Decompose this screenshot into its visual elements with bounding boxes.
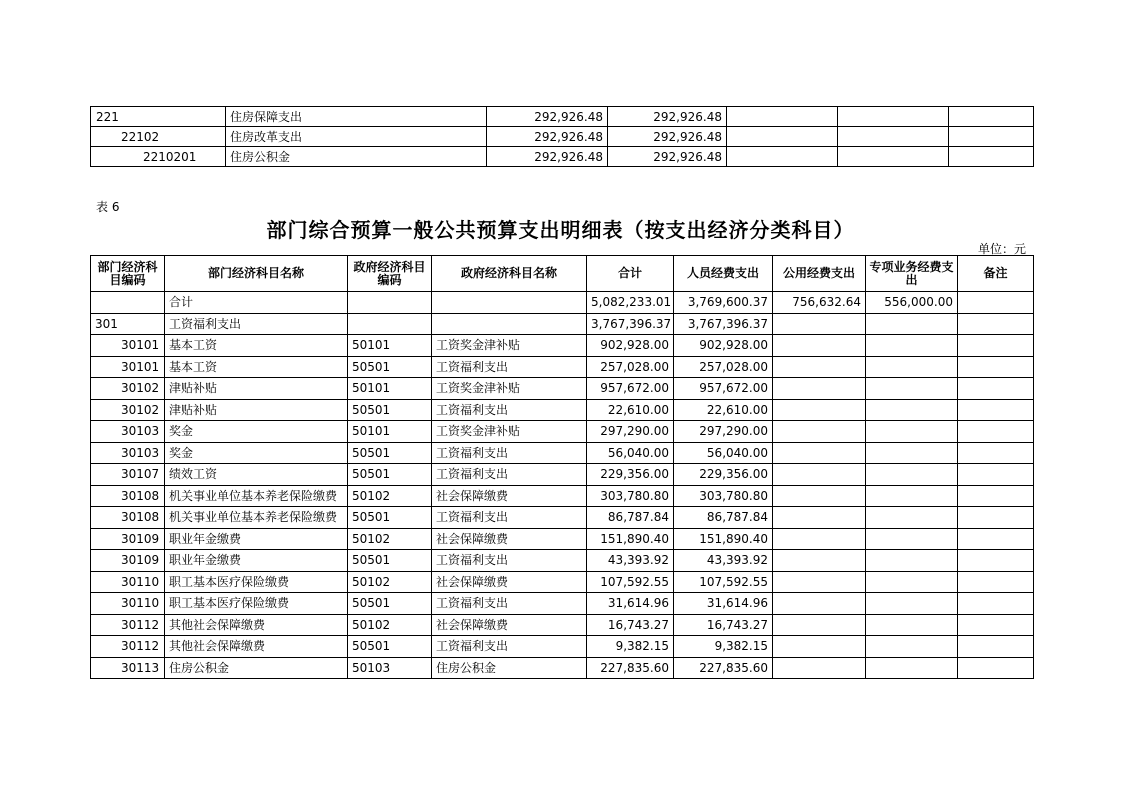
cell-name: 住房公积金 [226, 147, 487, 167]
page-title: 部门综合预算一般公共预算支出明细表（按支出经济分类科目） [266, 218, 855, 242]
cell-total: 5,082,233.01 [587, 292, 674, 314]
cell-special [866, 528, 958, 550]
cell-public [773, 378, 866, 400]
cell-gov-name: 住房公积金 [432, 657, 587, 679]
cell-total: 297,290.00 [587, 421, 674, 443]
table-row [91, 292, 1034, 314]
cell-gov-name: 工资福利支出 [432, 636, 587, 658]
cell-special [866, 399, 958, 421]
cell-personnel: 957,672.00 [674, 378, 773, 400]
cell-name: 住房改革支出 [226, 127, 487, 147]
cell-total: 957,672.00 [587, 378, 674, 400]
cell-total: 3,767,396.37 [587, 313, 674, 335]
cell-dept-name: 职工基本医疗保险缴费 [165, 593, 348, 615]
cell-gov-code: 50501 [348, 636, 432, 658]
cell-dept-name: 合计 [165, 292, 348, 314]
cell-note [958, 550, 1034, 572]
cell-dept-name: 津贴补贴 [165, 378, 348, 400]
cell-special [866, 571, 958, 593]
cell-note [958, 528, 1034, 550]
table-row [91, 421, 1034, 443]
cell-note [958, 378, 1034, 400]
cell-personnel: 43,393.92 [674, 550, 773, 572]
cell-gov-name: 工资福利支出 [432, 507, 587, 529]
table-header-row [91, 256, 1034, 292]
cell-gov-code: 50501 [348, 399, 432, 421]
cell-personnel: 107,592.55 [674, 571, 773, 593]
cell-dept-name: 其他社会保障缴费 [165, 614, 348, 636]
cell-note [949, 147, 1034, 167]
cell-public [773, 399, 866, 421]
cell-note [958, 292, 1034, 314]
cell-dept-name: 其他社会保障缴费 [165, 636, 348, 658]
cell-dept-code: 30113 [91, 657, 165, 679]
cell-dept-name: 机关事业单位基本养老保险缴费 [165, 485, 348, 507]
table-row [91, 147, 1034, 167]
cell-dept-code: 30103 [91, 421, 165, 443]
cell-note [958, 593, 1034, 615]
cell-public [773, 421, 866, 443]
cell-gov-code [348, 292, 432, 314]
cell-note [958, 485, 1034, 507]
cell-gov-name: 工资福利支出 [432, 399, 587, 421]
cell-note [958, 335, 1034, 357]
unit-label: 单位：元 [978, 242, 1027, 256]
cell-note [958, 571, 1034, 593]
cell-dept-name: 奖金 [165, 421, 348, 443]
cell-special [866, 313, 958, 335]
header-gov-code: 政府经济科目编码 [348, 256, 432, 292]
cell-special [838, 147, 949, 167]
cell-dept-code: 30108 [91, 507, 165, 529]
cell-public [773, 614, 866, 636]
cell-personnel: 151,890.40 [674, 528, 773, 550]
cell-special [866, 464, 958, 486]
table-row [91, 528, 1034, 550]
cell-dept-code: 30102 [91, 399, 165, 421]
cell-personnel: 229,356.00 [674, 464, 773, 486]
cell-public [773, 636, 866, 658]
cell-special [866, 550, 958, 572]
cell-total: 227,835.60 [587, 657, 674, 679]
cell-personnel: 16,743.27 [674, 614, 773, 636]
cell-dept-name: 机关事业单位基本养老保险缴费 [165, 507, 348, 529]
table-row [91, 657, 1034, 679]
cell-gov-code [348, 313, 432, 335]
cell-total: 31,614.96 [587, 593, 674, 615]
cell-gov-code: 50102 [348, 614, 432, 636]
top-continuation-table [90, 106, 1034, 167]
cell-dept-code: 30109 [91, 550, 165, 572]
table-row [91, 378, 1034, 400]
table-row [91, 442, 1034, 464]
cell-personnel: 22,610.00 [674, 399, 773, 421]
table-number-label: 表 6 [96, 200, 120, 214]
cell-total: 107,592.55 [587, 571, 674, 593]
cell-note [958, 464, 1034, 486]
cell-special [866, 442, 958, 464]
cell-public [773, 571, 866, 593]
cell-name: 住房保障支出 [226, 107, 487, 127]
cell-dept-name: 住房公积金 [165, 657, 348, 679]
cell-dept-code: 301 [91, 313, 165, 335]
cell-total: 229,356.00 [587, 464, 674, 486]
table-row [91, 107, 1034, 127]
table-row [91, 464, 1034, 486]
cell-personnel: 56,040.00 [674, 442, 773, 464]
cell-special [866, 636, 958, 658]
cell-gov-code: 50101 [348, 335, 432, 357]
cell-gov-code: 50102 [348, 571, 432, 593]
cell-gov-name: 工资福利支出 [432, 356, 587, 378]
cell-dept-code: 30112 [91, 636, 165, 658]
cell-note [949, 127, 1034, 147]
cell-dept-name: 津贴补贴 [165, 399, 348, 421]
cell-special [866, 335, 958, 357]
cell-gov-code: 50501 [348, 464, 432, 486]
table-row [91, 335, 1034, 357]
table-row [91, 127, 1034, 147]
cell-code: 221 [91, 107, 226, 127]
cell-public [727, 127, 838, 147]
cell-special [866, 356, 958, 378]
header-public: 公用经费支出 [773, 256, 866, 292]
cell-gov-code: 50103 [348, 657, 432, 679]
cell-note [949, 107, 1034, 127]
cell-gov-name: 工资福利支出 [432, 442, 587, 464]
cell-public [773, 485, 866, 507]
table-row [91, 550, 1034, 572]
cell-total: 86,787.84 [587, 507, 674, 529]
cell-special [838, 127, 949, 147]
cell-gov-code: 50501 [348, 550, 432, 572]
cell-note [958, 313, 1034, 335]
cell-personnel: 257,028.00 [674, 356, 773, 378]
cell-gov-code: 50102 [348, 485, 432, 507]
cell-public [773, 335, 866, 357]
cell-total: 151,890.40 [587, 528, 674, 550]
cell-code: 22102 [91, 127, 226, 147]
table-row [91, 614, 1034, 636]
header-special: 专项业务经费支出 [866, 256, 958, 292]
cell-public [773, 593, 866, 615]
cell-total: 292,926.48 [487, 147, 608, 167]
cell-special [866, 378, 958, 400]
cell-special [866, 657, 958, 679]
cell-total: 292,926.48 [487, 127, 608, 147]
cell-total: 56,040.00 [587, 442, 674, 464]
cell-total: 292,926.48 [487, 107, 608, 127]
header-personnel: 人员经费支出 [674, 256, 773, 292]
cell-gov-name: 工资奖金津补贴 [432, 378, 587, 400]
cell-note [958, 507, 1034, 529]
cell-personnel: 902,928.00 [674, 335, 773, 357]
table-row [91, 636, 1034, 658]
table-row [91, 313, 1034, 335]
header-gov-name: 政府经济科目名称 [432, 256, 587, 292]
cell-gov-name: 工资奖金津补贴 [432, 335, 587, 357]
cell-dept-name: 绩效工资 [165, 464, 348, 486]
cell-personnel: 3,769,600.37 [674, 292, 773, 314]
cell-note [958, 442, 1034, 464]
header-dept-code: 部门经济科目编码 [91, 256, 165, 292]
cell-total: 9,382.15 [587, 636, 674, 658]
cell-personnel: 86,787.84 [674, 507, 773, 529]
cell-gov-name [432, 313, 587, 335]
cell-total: 22,610.00 [587, 399, 674, 421]
cell-code: 2210201 [91, 147, 226, 167]
cell-gov-code: 50501 [348, 442, 432, 464]
cell-gov-name: 社会保障缴费 [432, 571, 587, 593]
cell-special [866, 593, 958, 615]
table-row [91, 485, 1034, 507]
cell-personnel: 292,926.48 [608, 107, 727, 127]
cell-personnel: 292,926.48 [608, 127, 727, 147]
cell-note [958, 614, 1034, 636]
cell-public [773, 550, 866, 572]
cell-dept-code [91, 292, 165, 314]
cell-gov-code: 50501 [348, 507, 432, 529]
cell-personnel: 303,780.80 [674, 485, 773, 507]
cell-dept-name: 职工基本医疗保险缴费 [165, 571, 348, 593]
cell-gov-code: 50501 [348, 593, 432, 615]
cell-total: 257,028.00 [587, 356, 674, 378]
header-total: 合计 [587, 256, 674, 292]
cell-public [727, 147, 838, 167]
cell-gov-name [432, 292, 587, 314]
cell-gov-name: 社会保障缴费 [432, 528, 587, 550]
cell-gov-code: 50102 [348, 528, 432, 550]
header-note: 备注 [958, 256, 1034, 292]
cell-gov-name: 社会保障缴费 [432, 614, 587, 636]
cell-personnel: 297,290.00 [674, 421, 773, 443]
header-dept-name: 部门经济科目名称 [165, 256, 348, 292]
cell-dept-code: 30103 [91, 442, 165, 464]
cell-total: 43,393.92 [587, 550, 674, 572]
cell-special [866, 614, 958, 636]
table-row [91, 356, 1034, 378]
table-row [91, 399, 1034, 421]
cell-dept-name: 基本工资 [165, 356, 348, 378]
table-row [91, 571, 1034, 593]
cell-special: 556,000.00 [866, 292, 958, 314]
cell-public [773, 356, 866, 378]
cell-public [773, 657, 866, 679]
cell-note [958, 421, 1034, 443]
cell-dept-code: 30112 [91, 614, 165, 636]
cell-public [773, 313, 866, 335]
cell-gov-name: 工资福利支出 [432, 464, 587, 486]
cell-dept-name: 职业年金缴费 [165, 528, 348, 550]
cell-dept-code: 30108 [91, 485, 165, 507]
cell-gov-name: 工资奖金津补贴 [432, 421, 587, 443]
cell-note [958, 399, 1034, 421]
cell-dept-name: 工资福利支出 [165, 313, 348, 335]
cell-dept-name: 职业年金缴费 [165, 550, 348, 572]
cell-note [958, 657, 1034, 679]
cell-dept-name: 基本工资 [165, 335, 348, 357]
cell-gov-code: 50101 [348, 378, 432, 400]
table-row [91, 507, 1034, 529]
cell-total: 303,780.80 [587, 485, 674, 507]
cell-note [958, 636, 1034, 658]
cell-personnel: 227,835.60 [674, 657, 773, 679]
cell-dept-code: 30101 [91, 356, 165, 378]
cell-dept-code: 30107 [91, 464, 165, 486]
cell-public [773, 528, 866, 550]
cell-dept-code: 30101 [91, 335, 165, 357]
cell-note [958, 356, 1034, 378]
cell-gov-name: 工资福利支出 [432, 550, 587, 572]
cell-personnel: 3,767,396.37 [674, 313, 773, 335]
cell-personnel: 292,926.48 [608, 147, 727, 167]
table-body [91, 292, 1034, 679]
top-table-body [91, 107, 1034, 167]
cell-public: 756,632.64 [773, 292, 866, 314]
cell-dept-code: 30110 [91, 571, 165, 593]
cell-public [773, 464, 866, 486]
cell-dept-code: 30110 [91, 593, 165, 615]
cell-gov-name: 社会保障缴费 [432, 485, 587, 507]
cell-special [838, 107, 949, 127]
cell-gov-code: 50101 [348, 421, 432, 443]
cell-special [866, 485, 958, 507]
cell-special [866, 421, 958, 443]
table-row [91, 593, 1034, 615]
cell-gov-name: 工资福利支出 [432, 593, 587, 615]
cell-personnel: 31,614.96 [674, 593, 773, 615]
expenditure-detail-table [90, 255, 1034, 679]
cell-total: 902,928.00 [587, 335, 674, 357]
cell-public [773, 442, 866, 464]
cell-dept-code: 30109 [91, 528, 165, 550]
cell-dept-code: 30102 [91, 378, 165, 400]
cell-public [727, 107, 838, 127]
cell-total: 16,743.27 [587, 614, 674, 636]
cell-personnel: 9,382.15 [674, 636, 773, 658]
cell-dept-name: 奖金 [165, 442, 348, 464]
cell-public [773, 507, 866, 529]
cell-special [866, 507, 958, 529]
cell-gov-code: 50501 [348, 356, 432, 378]
